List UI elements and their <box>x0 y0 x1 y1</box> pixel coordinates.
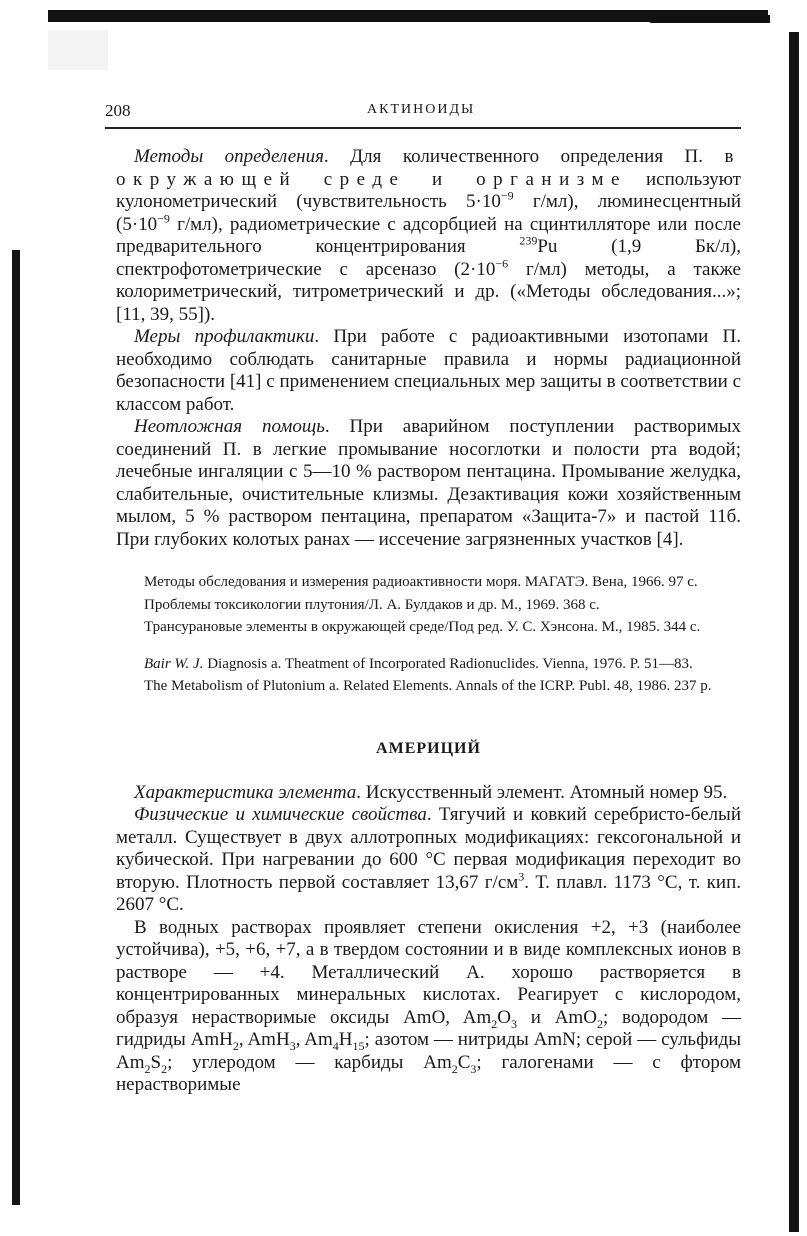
scan-edge-right <box>789 32 799 1232</box>
running-head: АКТИНОИДЫ <box>367 102 476 117</box>
spaced-text: в окружающей среде и организме <box>116 146 742 190</box>
references <box>116 573 741 696</box>
page-body <box>116 146 741 1097</box>
paragraph-prevention: Меры профилактики. При работе с радиоактивными изотопами П. необходимо соблюдать санитарные правила и нормы радиационной безопасности [41] с применением специальных мер защиты в соответствии с классом работ. <box>116 326 741 415</box>
reference-item: Методы обследования и измерения радиоактивности моря. МАГАТЭ. Вена, 1966. 97 с. <box>144 574 698 590</box>
section-title: АМЕРИЦИЙ <box>376 739 481 757</box>
paragraph-characteristic: Характеристика элемента. Искусственный элемент. Атомный номер 95. <box>134 781 728 803</box>
methods-lead: Методы определения <box>134 146 324 167</box>
scan-edge-top-tail <box>650 15 770 23</box>
header-rule <box>105 127 741 129</box>
prevention-lead: Меры профилактики <box>134 326 315 347</box>
scan-edge-left <box>12 250 20 1205</box>
paragraph-first-aid: Неотложная помощь. При аварийном поступлении растворимых соединений П. в легкие промывание носоглотки и полости рта водой; лечебные ингаляции с 5—10 % раствором пентацина. Промывание желудка, слабительные, очистительные клизмы. Дезактивация кожи хозяйственным мылом, 5 % раствором пентацина, препаратом «Защита-7» и пастой 11б. При глубоких колотых ранах — иссечение загрязненных участков [4]. <box>116 416 742 550</box>
first-aid-lead: Неотложная помощь <box>134 416 325 437</box>
scan-smudge <box>48 30 108 70</box>
paragraph-properties: Физические и химические свойства. Тягучий и ковкий серебристо-белый металл. Существует в двух аллотропных модификациях: гексогональной и кубической. При нагревании до 600 °С первая модификация переходит во вторую. Плотность первой составляет 13,67 $г/см^3$. Т. плавл. 1173 °С, т. кип. 2607 °С. <box>116 804 742 915</box>
page-header <box>105 97 741 127</box>
reference-item: Трансурановые элементы в окружающей среде/Под ред. У. С. Хэнсона. М., 1985. 344 с. <box>144 619 701 635</box>
page-number: 208 <box>105 101 131 120</box>
paragraph-methods: Методы определения. Для количественного определения П. в окружающей среде и организме используют кулонометрический (чувствительность $5\cdot 10^{-9}$ г/мл), люминесцентный ($5\cdot 10^{-9}$ г/мл), радиометрические с адсорбцией на сцинтилляторе или после предварительного концентрирования $^{239}$Pu (1,9 Бк/л), спектрофотометрические с арсеназо ($2\cdot 10^{-6}$ г/мл) методы, а также колориметрический, титрометрический и др. («Методы обследования...»; [11, 39, 55]). <box>116 146 742 325</box>
reference-item: The Metabolism of Plutonium a. Related Elements. Annals of the ICRP. Publ. 48, 1986. 237 p. <box>144 678 712 694</box>
paragraph-aqueous: В водных растворах проявляет степени окисления +2, +3 (наиболее устойчива), +5, +6, +7, а в твердом состоянии и в виде комплексных ионов в растворе — +4. Металлический А. хорошо растворяется в концентрированных минеральных кислотах. Реагирует с кислородом, образуя нерастворимые оксиды AmO, $Am_2O_3$ и AmO$_2$; водородом — гидриды AmH$_2$, AmH$_3$, $Am_4H_{15}$; азотом — нитриды AmN; серой — сульфиды $Am_2S_2$; углеродом — карбиды $Am_2C_3$; галогенами — с фтором нерастворимые <box>116 916 742 1095</box>
reference-item: Проблемы токсикологии плутония/Л. А. Булдаков и др. М., 1969. 368 с. <box>144 596 600 613</box>
reference-item: Bair W. J. Diagnosis a. Theatment of Incorporated Radionuclides. Vienna, 1976. P. 51—83. <box>144 655 693 672</box>
